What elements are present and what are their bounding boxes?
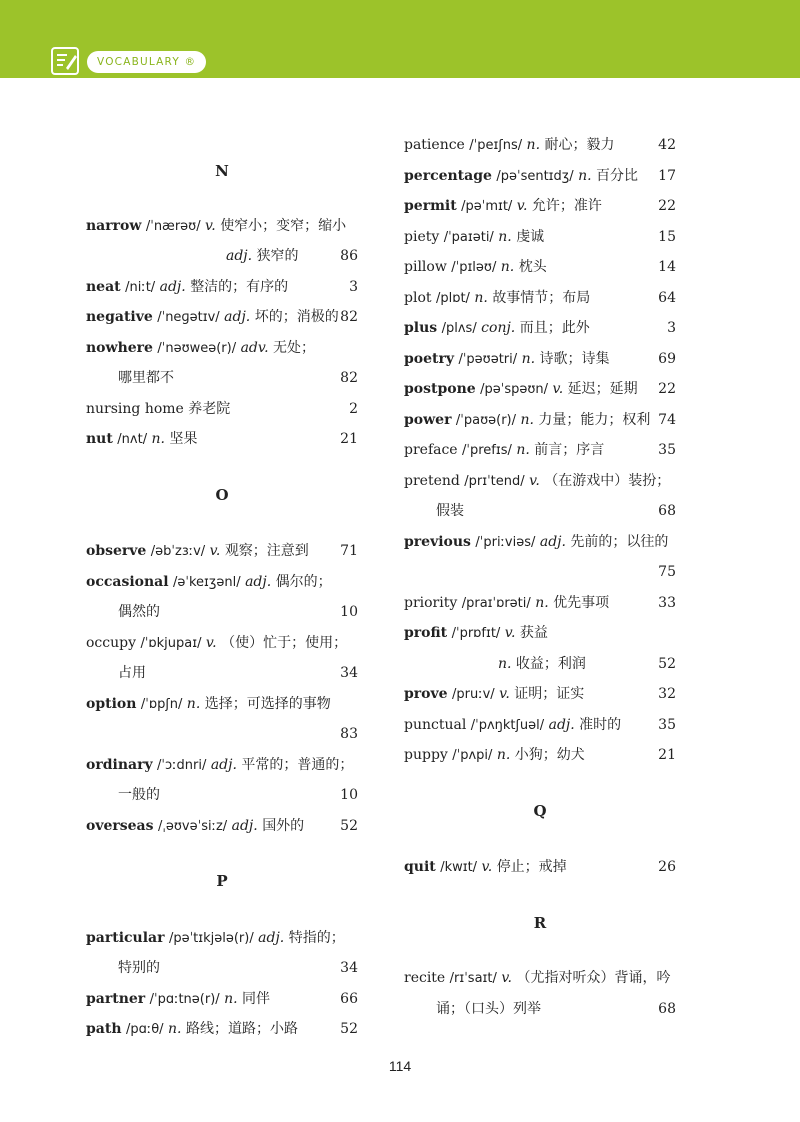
entry-continuation: 假装 68 <box>436 503 676 519</box>
entry-continuation: 诵；（口头）列举 68 <box>436 1001 676 1017</box>
entry: negative /ˈneɡətɪv/ adj. 坏的；消极的 82 <box>86 309 358 325</box>
entry: occasional /əˈkeɪʒənl/ adj. 偶尔的； <box>86 574 332 590</box>
entry-continuation: 83 <box>340 726 358 742</box>
entry: quit /kwɪt/ v. 停止；戒掉 26 <box>404 859 676 875</box>
letter-heading: R <box>533 914 547 932</box>
entry: occupy /ˈɒkjupaɪ/ v. （使）忙于；使用； <box>86 635 348 651</box>
entry: neat /niːt/ adj. 整洁的；有序的 3 <box>86 279 358 295</box>
entry: percentage /pəˈsentɪdʒ/ n. 百分比 17 <box>404 168 676 184</box>
edit-note-icon <box>50 46 80 76</box>
entry: poetry /ˈpəʊətri/ n. 诗歌；诗集 69 <box>404 351 676 367</box>
entry-continuation: 特别的 34 <box>118 960 358 976</box>
entry: path /pɑːθ/ n. 路线；道路；小路 52 <box>86 1021 358 1037</box>
entry: pretend /prɪˈtend/ v. （在游戏中）装扮； <box>404 473 671 489</box>
entry: power /ˈpaʊə(r)/ n. 力量；能力；权利 74 <box>404 412 676 428</box>
entry-continuation: 占用 34 <box>118 665 358 681</box>
entry: nut /nʌt/ n. 坚果 21 <box>86 431 358 447</box>
entry: permit /pəˈmɪt/ v. 允许；准许 22 <box>404 198 676 214</box>
entry: punctual /ˈpʌŋktʃuəl/ adj. 准时的 35 <box>404 717 676 733</box>
section-label: VOCABULARY ® <box>87 51 206 73</box>
entry: profit /ˈprɒfɪt/ v. 获益 <box>404 625 548 641</box>
entry: prove /pruːv/ v. 证明；证实 32 <box>404 686 676 702</box>
entry: postpone /pəˈspəʊn/ v. 延迟；延期 22 <box>404 381 676 397</box>
entry: plot /plɒt/ n. 故事情节；布局 64 <box>404 290 676 306</box>
letter-heading: P <box>216 872 228 890</box>
entry-continuation: 一般的 10 <box>118 787 358 803</box>
entry: ordinary /ˈɔːdnri/ adj. 平常的；普通的； <box>86 757 354 773</box>
entry: overseas /ˌəʊvəˈsiːz/ adj. 国外的 52 <box>86 818 358 834</box>
letter-heading: N <box>215 162 229 180</box>
entry: option /ˈɒpʃn/ n. 选择；可选择的事物 <box>86 696 331 712</box>
entry: priority /praɪˈɒrəti/ n. 优先事项 33 <box>404 595 676 611</box>
entry: plus /plʌs/ conj. 而且；此外 3 <box>404 320 676 336</box>
entry: narrow /ˈnærəʊ/ v. 使窄小；变窄；缩小 <box>86 218 347 234</box>
entry-continuation: 哪里都不 82 <box>118 370 358 386</box>
entry: preface /ˈprefɪs/ n. 前言；序言 35 <box>404 442 676 458</box>
entry: previous /ˈpriːviəs/ adj. 先前的；以往的 <box>404 534 669 550</box>
letter-heading: Q <box>533 802 547 820</box>
entry: particular /pəˈtɪkjələ(r)/ adj. 特指的； <box>86 930 345 946</box>
entry: observe /əbˈzɜːv/ v. 观察；注意到 71 <box>86 543 358 559</box>
entry: recite /rɪˈsaɪt/ v. （尤指对听众）背诵，吟 <box>404 970 671 986</box>
entry: nowhere /ˈnəʊweə(r)/ adv. 无处； <box>86 340 316 356</box>
entry: patience /ˈpeɪʃns/ n. 耐心；毅力 42 <box>404 137 676 153</box>
entry-continuation: 偶然的 10 <box>118 604 358 620</box>
letter-heading: O <box>215 486 229 504</box>
entry-continuation: n. 收益；利润 52 <box>498 656 676 672</box>
entry: puppy /ˈpʌpi/ n. 小狗；幼犬 21 <box>404 747 676 763</box>
entry-continuation: 75 <box>658 564 676 580</box>
entry: piety /ˈpaɪəti/ n. 虔诚 15 <box>404 229 676 245</box>
page-number: 114 <box>388 1058 412 1074</box>
entry: nursing home 养老院 2 <box>86 401 358 417</box>
entry: partner /ˈpɑːtnə(r)/ n. 同伴 66 <box>86 991 358 1007</box>
entry-continuation: adj. 狭窄的 86 <box>226 248 358 264</box>
entry: pillow /ˈpɪləʊ/ n. 枕头 14 <box>404 259 676 275</box>
